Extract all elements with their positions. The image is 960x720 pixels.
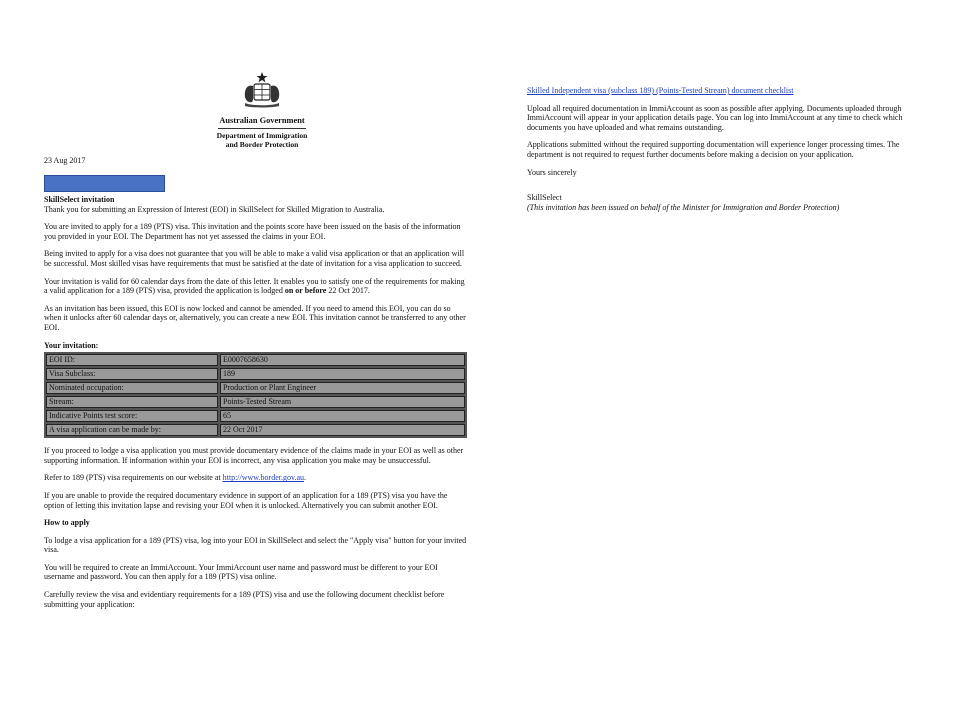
table-row — [46, 396, 465, 408]
right-paragraph-2: Applications submitted without the required supporting documentation will experience longer processing times. The department is not required to request further documents before making a decision on your application. — [527, 140, 900, 159]
closing: Yours sincerely — [527, 167, 577, 177]
department-name-line1: Department of Immigration — [216, 131, 308, 140]
table-cell-value: Production or Plant Engineer — [220, 382, 465, 394]
paragraph-9: To lodge a visa application for a 189 (PTS) visa, log into your EOI in SkillSelect and select the "Apply visa" button for your invited visa. — [44, 535, 467, 555]
paragraph-1: Thank you for submitting an Expression of Interest (EOI) in SkillSelect for Skilled Migration to Australia. — [44, 204, 385, 214]
letter-body — [44, 195, 468, 609]
table-cell-label: Indicative Points test score: — [46, 410, 218, 422]
table-cell-value: 189 — [220, 368, 465, 380]
table-cell-value: 65 — [220, 410, 465, 422]
paragraph-7 — [44, 473, 468, 483]
signoff: SkillSelect — [527, 193, 562, 203]
table-row — [46, 424, 465, 436]
table-cell-value: E0007658630 — [220, 354, 465, 366]
paragraph-3: Being invited to apply for a visa does not guarantee that you will be able to make a valid visa application or that an application will be successful. Most skilled visas have requirements that must be satisfied at the date of invitation for a visa application to succeed. — [44, 249, 465, 268]
table-cell-label: A visa application can be made by: — [46, 424, 218, 436]
table-cell-value: 22 Oct 2017 — [220, 424, 465, 436]
paragraph-11: Carefully review the visa and evidentiary requirements for a 189 (PTS) visa and use the following document checklist before submitting your application: — [44, 590, 445, 609]
letter-subject: SkillSelect invitation — [44, 195, 115, 204]
right-paragraph-1: Upload all required documentation in ImmiAccount as soon as possible after applying. Documents uploaded through ImmiAccount will appear in your application details page. You can log into ImmiAccount at any time to check which documents you have uploaded and what remains outstanding. — [527, 103, 903, 132]
table-cell-label: Visa Subclass: — [46, 368, 218, 380]
paragraph-4 — [44, 277, 468, 296]
table-row — [46, 354, 465, 366]
paragraph-10: You will be required to create an ImmiAccount. Your ImmiAccount user name and password must be different to your EOI username and password. You can then apply for a 189 (PTS) visa online. — [44, 562, 438, 582]
document-checklist-link[interactable]: Skilled Independent visa (subclass 189) (Points-Tested Stream) document checklist — [527, 86, 794, 95]
paragraph-7-text-b: . — [304, 473, 307, 483]
letterhead — [212, 70, 312, 149]
redacted-name-block — [44, 175, 165, 192]
table-cell-label: Nominated occupation: — [46, 382, 218, 394]
coat-of-arms-icon — [239, 70, 285, 110]
table-row — [46, 410, 465, 422]
paragraph-8: If you are unable to provide the required documentary evidence in support of an application for a 189 (PTS) visa you have the option of letting this invitation lapse and revising your EOI when it is unlocked. Alternatively you can submit another EOI. — [44, 490, 448, 510]
paragraph-6: If you proceed to lodge a visa application you must provide documentary evidence of the claims made in your EOI as well as other supporting information. If information within your EOI is incorrect, any visa application you make may be unsuccessful. — [44, 446, 464, 465]
invitation-heading: Your invitation: — [44, 340, 99, 350]
border-website-link[interactable]: http://www.border.gov.au — [222, 473, 305, 483]
paragraph-4-text-b: 22 Oct 2017. — [326, 286, 370, 296]
paragraph-4-bold: on or before — [284, 286, 327, 296]
letterhead-divider — [218, 128, 306, 129]
letter-page-2 — [527, 86, 907, 212]
paragraph-5: As an invitation has been issued, this EOI is now locked and cannot be amended. If you need to amend this EOI, you can do so when it unlocks after 60 calendar days or, alternatively, you can create a new EOI. This invitation cannot be transferred to any other EOI. — [44, 303, 466, 332]
department-name-line2: and Border Protection — [225, 139, 299, 149]
letter-date: 23 Aug 2017 — [44, 156, 86, 165]
paragraph-4-text-a: Your invitation is valid for 60 calendar days from the date of this letter. It enables you to satisfy one of the requirements for making a valid application for a 189 (PTS) visa, provided the application is lodged — [44, 276, 465, 296]
table-cell-label: EOI ID: — [46, 354, 218, 366]
signoff-note: (This invitation has been issued on behalf of the Minister for Immigration and Border Protection) — [527, 202, 840, 212]
paragraph-2: You are invited to apply for a 189 (PTS) visa. This invitation and the points score have been issued on the basis of the information you provided in your EOI. The Department has not yet assessed the claims in your EOI. — [44, 222, 461, 241]
table-cell-label: Stream: — [46, 396, 218, 408]
table-row — [46, 368, 465, 380]
how-to-apply-heading: How to apply — [44, 518, 90, 528]
table-cell-value: Points-Tested Stream — [220, 396, 465, 408]
invitation-table — [44, 352, 467, 438]
government-name: Australian Government — [219, 116, 305, 125]
table-row — [46, 382, 465, 394]
paragraph-7-text-a: Refer to 189 (PTS) visa requirements on our website at — [44, 473, 223, 483]
